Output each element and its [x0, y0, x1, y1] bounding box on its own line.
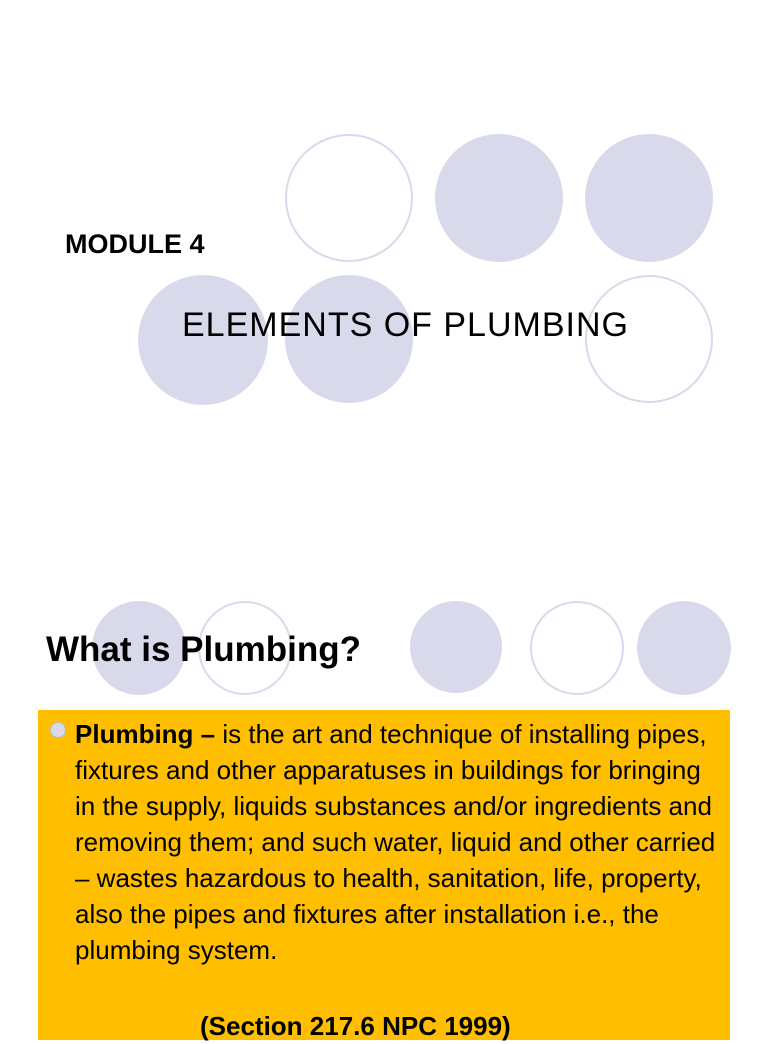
bullet-icon [50, 722, 66, 738]
slide-title: ELEMENTS OF PLUMBING [182, 306, 629, 344]
definition-text [75, 716, 725, 968]
decorative-circle-filled [435, 134, 563, 262]
section-heading: What is Plumbing? [46, 630, 361, 669]
decorative-circle-outline [530, 601, 624, 695]
definition-term: Plumbing – [75, 719, 216, 749]
decorative-circle-outline [285, 134, 413, 262]
citation: (Section 217.6 NPC 1999) [200, 1011, 511, 1041]
decorative-circle-filled [637, 601, 731, 695]
definition-body: is the art and technique of installing pipes, fixtures and other apparatuses in buildings for bringing in the supply, liquids substances and/or ingredients and removing them; and such water, liquid and other carried – wastes hazardous to health, sanitation, life, property, also the pipes and fixtures after installation i.e., the plumbing system. [75, 719, 716, 965]
module-label: MODULE 4 [65, 229, 205, 259]
decorative-circle-filled [410, 601, 502, 693]
decorative-circle-filled [585, 134, 713, 262]
